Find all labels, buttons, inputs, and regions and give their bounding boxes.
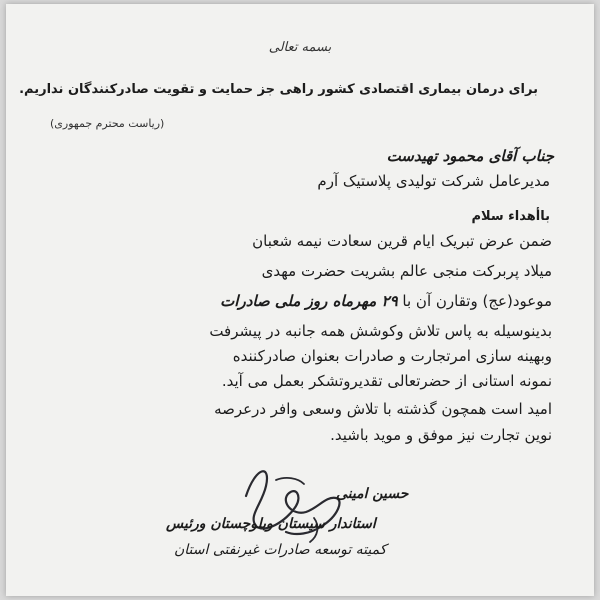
body-line-5: وبهینه سازی امرتجارت و صادرات بعنوان صادرکننده [232,347,552,365]
bism-heading: بسمه تعالی [268,40,332,55]
greeting: باأهداء سلام [471,209,550,224]
quote-attribution: (ریاست محترم جمهوری) [50,117,165,130]
body-line-8: نوین تجارت نیز موفق و موید باشید. [330,426,552,444]
body-line-3-start: موعود(عج) وتقارن آن با [402,292,552,310]
body-line-2: میلاد پربرکت منجی عالم بشریت حضرت مهدی [261,262,552,280]
export-day-emphasis: ۲۹ مهرماه روز ملی صادرات [220,292,398,310]
signatory-committee: کمیته توسعه صادرات غیرنفتی استان [174,542,387,558]
body-line-7: امید است همچون گذشته با تلاش وسعی وافر درعرصه [214,400,552,418]
letter-paper [6,4,594,596]
presidential-quote: برای درمان بیماری اقتصادی کشور راهی جز حمایت و تقویت صادرکنندگان نداریم. [19,82,538,97]
signatory-name: حسین امینی [336,486,409,502]
body-line-6: نمونه استانی از حضرتعالی تقدیروتشکر بعمل می آید. [221,372,552,390]
signatory-title: استاندار سیستان وبلوچستان ورئیس [166,516,376,532]
recipient-position: مدیرعامل شرکت تولیدی پلاستیک آرم [317,172,550,190]
recipient-name: جناب آقای محمود تهیدست [386,147,554,165]
body-line-4: بدینوسیله به پاس تلاش وکوشش همه جانبه در پیشرفت [209,322,552,340]
body-line-3 [220,292,552,310]
body-line-1: ضمن عرض تبریک ایام قرین سعادت نیمه شعبان [252,232,552,250]
